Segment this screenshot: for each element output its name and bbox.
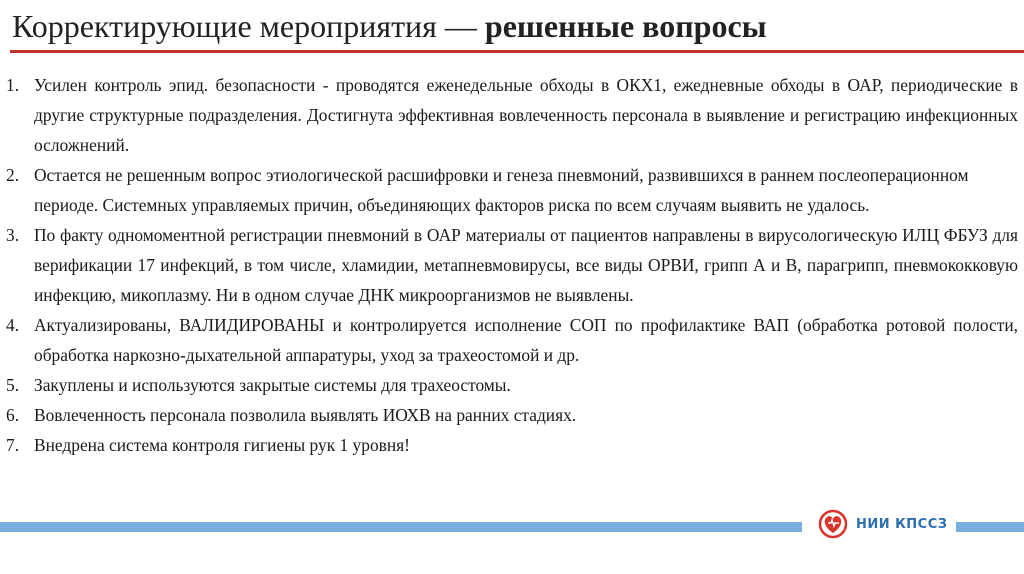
slide-title (12, 6, 1012, 46)
list-item-number: 6. (6, 405, 20, 425)
list-item-text: Усилен контроль эпид. безопасности - проводятся еженедельные обходы в ОКХ1, ежедневные обходы в ОАР, периодические в другие структурные подразделения. Достигнута эффективная вовлеченность персонала в выявление и регистрацию инфекционных осложнений. (34, 75, 1018, 155)
footer-bar-right (956, 522, 1024, 532)
list-item-text: Внедрена система контроля гигиены рук 1 уровня! (34, 435, 410, 455)
list-item-number: 4. (6, 315, 20, 335)
heart-logo-icon (816, 509, 850, 539)
list-item-text: Актуализированы, ВАЛИДИРОВАНЫ и контролируется исполнение СОП по профилактике ВАП (обработка ротовой полости, обработка наркозно-дыхательной аппаратуры, уход за трахеостомой и др. (34, 315, 1018, 365)
list-item (6, 160, 1018, 220)
list-item (6, 70, 1018, 160)
list-item-text: По факту одномоментной регистрации пневмоний в ОАР материалы от пациентов направлены в вирусологическую ИЛЦ ФБУЗ для верификации 17 инфекций, в том числе, хламидии, метапневмовирусы, все виды ОРВИ, грипп А и В, парагрипп, пневмококковую инфекцию, микоплазму. Ни в одном случае ДНК микроорганизмов не выявлены. (34, 225, 1018, 305)
list-item-number: 3. (6, 225, 20, 245)
list-item-text: Остается не решенным вопрос этиологической расшифровки и генеза пневмоний, развившихся в раннем послеоперационном периоде. Системных управляемых причин, объединяющих факторов риска по всем случаям выявить не удалось. (34, 165, 969, 215)
list-item (6, 370, 1018, 400)
title-underline (10, 50, 1024, 53)
list-item (6, 430, 1018, 460)
footer-bar-left (0, 522, 802, 532)
slide-title-regular: Корректирующие мероприятия — (12, 8, 485, 44)
list-item-number: 7. (6, 435, 20, 455)
list-item-text: Вовлеченность персонала позволила выявлять ИОХВ на ранних стадиях. (34, 405, 577, 425)
list-item (6, 310, 1018, 370)
list-item (6, 220, 1018, 310)
list-item-text: Закуплены и используются закрытые системы для трахеостомы. (34, 375, 511, 395)
logo-text: НИИ КПССЗ (856, 516, 948, 532)
slide-title-bold: решенные вопросы (484, 8, 767, 44)
list-item-number: 5. (6, 375, 20, 395)
list-item (6, 400, 1018, 430)
measures-list (6, 70, 1018, 460)
list-item-number: 1. (6, 75, 20, 95)
institute-logo (816, 509, 948, 539)
list-item-number: 2. (6, 165, 20, 185)
